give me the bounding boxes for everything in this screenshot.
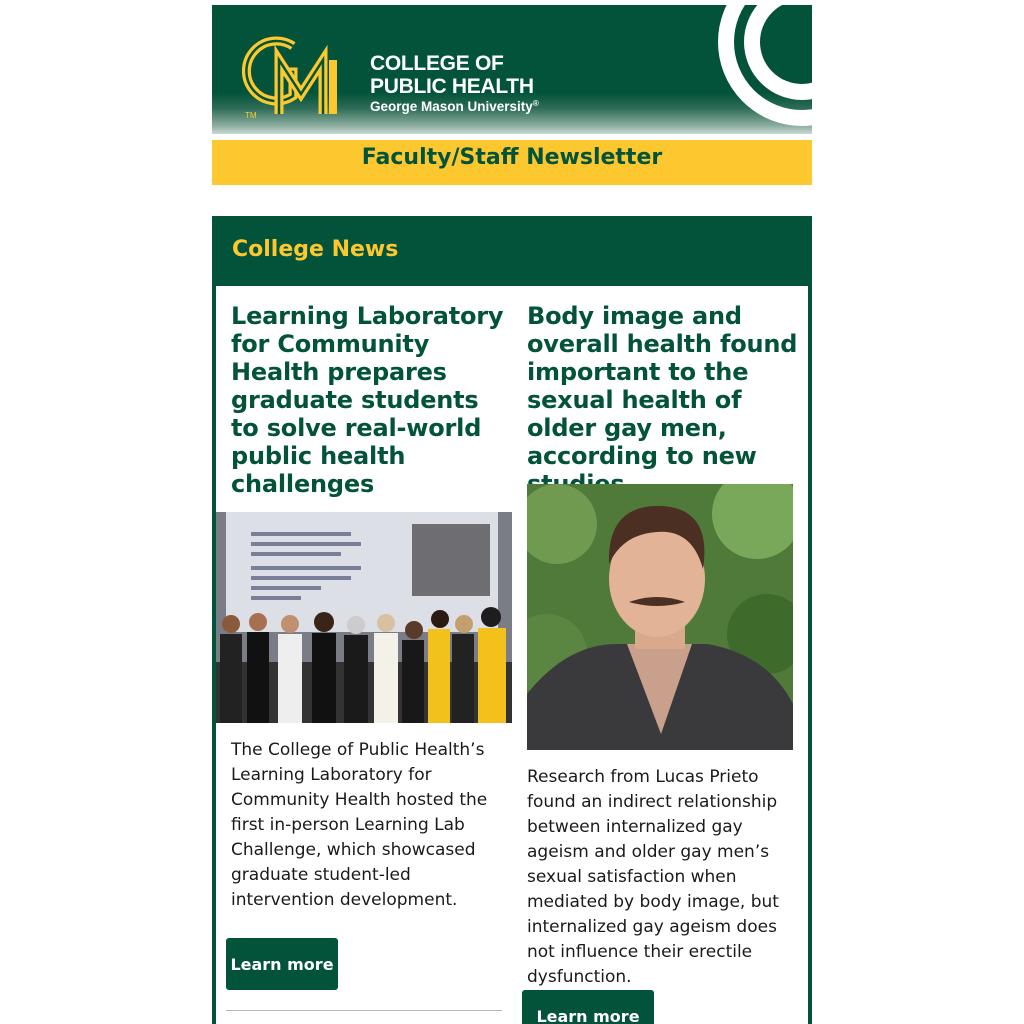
college-news-section [212, 216, 812, 1024]
newsletter-title: Faculty/Staff Newsletter [361, 145, 663, 170]
article-photo-lucas-prieto[interactable] [527, 484, 793, 750]
trademark-label: TM [245, 111, 257, 120]
university-name [370, 99, 539, 114]
header-banner [212, 5, 812, 134]
article-title[interactable]: Learning Laboratory for Community Health prepares graduate students to solve real-world public health challenges [231, 302, 504, 498]
article-summary: Research from Lucas Prieto found an indirect relationship between internalized gay ageism and older gay men’s sexual satisfaction when mediated by body image, but internalized gay ageism does not influence their erectile dysfunction. [527, 767, 779, 987]
registered-mark: ® [532, 99, 539, 108]
learn-more-button[interactable]: Learn more [226, 938, 338, 990]
news-content [216, 286, 808, 1024]
portrait-illustration [527, 484, 793, 750]
gmu-logo [241, 24, 357, 120]
section-title: College News [232, 237, 399, 262]
article-photo-learning-lab[interactable] [216, 512, 512, 723]
article-summary: The College of Public Health’s Learning Laboratory for Community Health hosted the first in-person Learning Lab Challenge, which showcased graduate student-led intervention development. [231, 740, 488, 910]
college-line1: COLLEGE OF [370, 52, 504, 75]
newsletter-title-bar [212, 140, 812, 185]
college-line2: PUBLIC HEALTH [370, 75, 534, 98]
group-photo-illustration [216, 512, 512, 723]
article-title[interactable]: Body image and overall health found important to the sexual health of older gay men, according to new [527, 302, 798, 470]
college-name [370, 52, 534, 98]
learn-more-button[interactable]: Learn more [522, 990, 654, 1024]
divider [226, 1010, 502, 1011]
university-text: George Mason University [370, 99, 533, 114]
